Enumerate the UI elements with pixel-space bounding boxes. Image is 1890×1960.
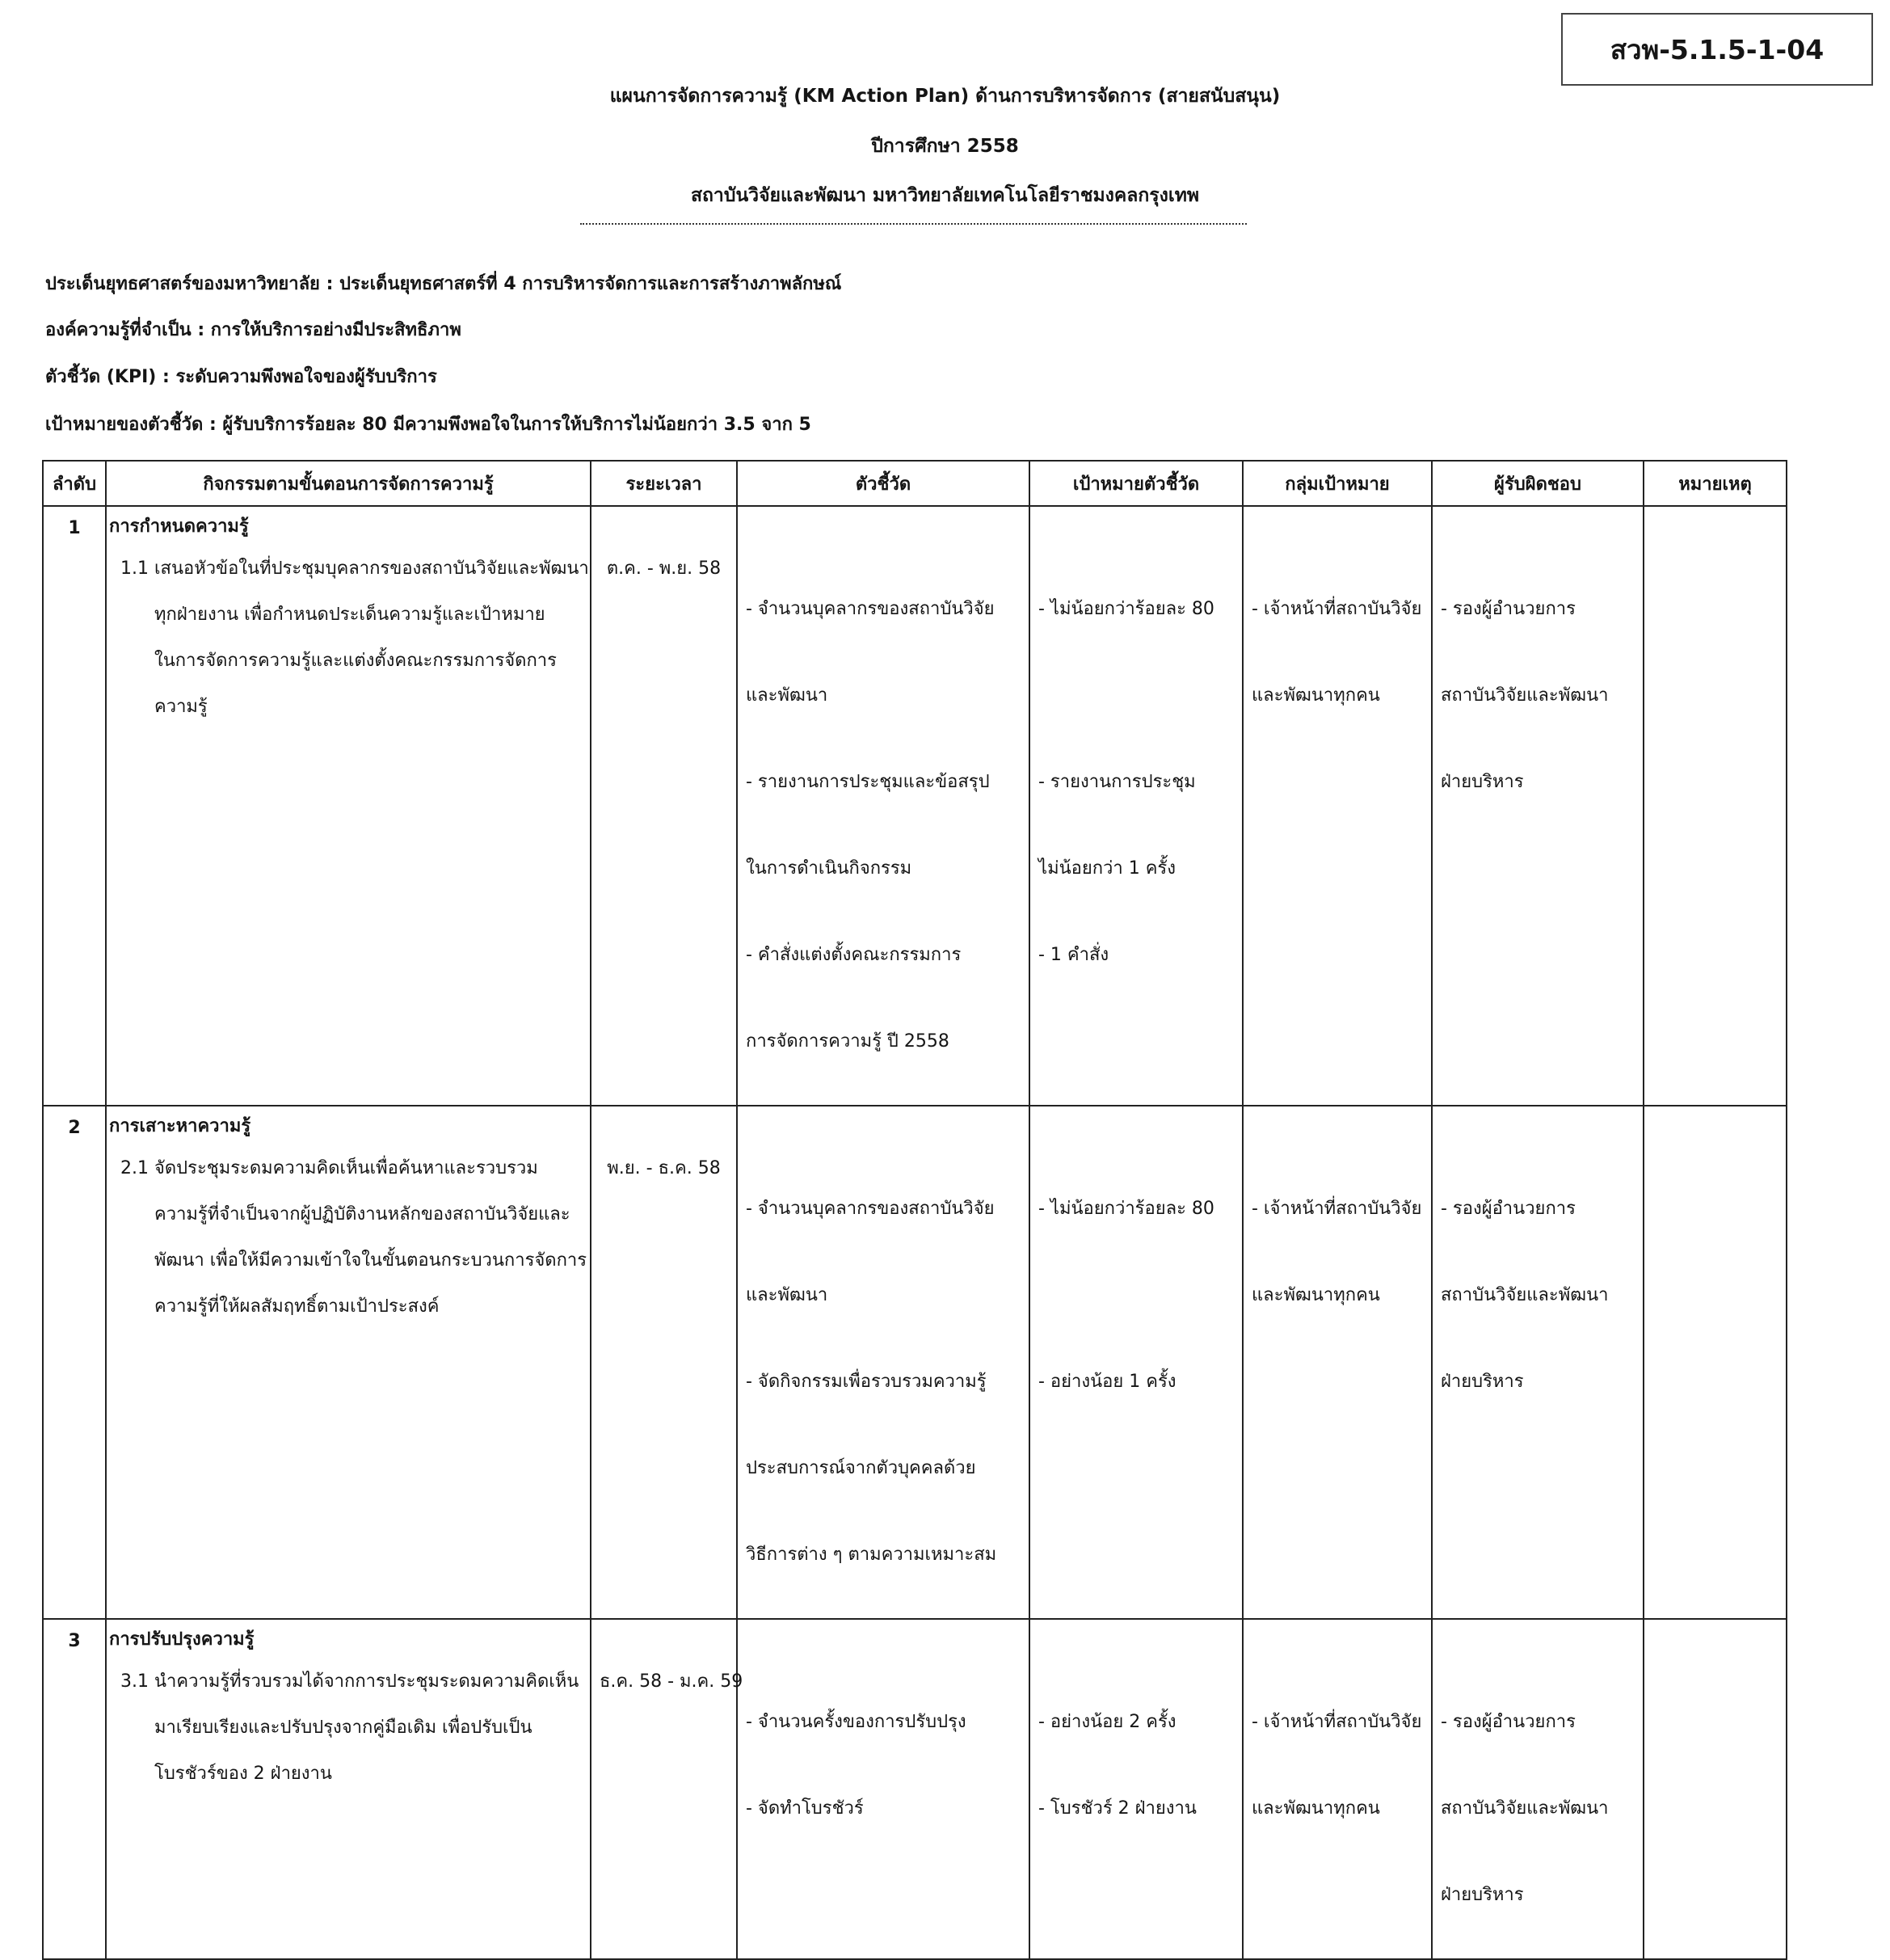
activity-line: มาเรียบเรียงและปรับปรุงจากคู่มือเดิม เพื่อปรับเป็น — [154, 1718, 532, 1738]
target-group-cell — [1243, 1619, 1432, 1959]
owner-line: สถาบันวิจัยและพัฒนา — [1441, 1798, 1609, 1819]
col-header-period: ระยะเวลา — [591, 461, 737, 506]
indicator-line: ในการดำเนินกิจกรรม — [746, 858, 912, 879]
period-cell — [591, 1106, 737, 1619]
indicator-cell — [737, 506, 1029, 1106]
col-header-target: เป้าหมายตัวชี้วัด — [1029, 461, 1243, 506]
indicator-line: และพัฒนา — [746, 1285, 828, 1305]
note-cell — [1644, 1106, 1787, 1619]
col-header-note: หมายเหตุ — [1644, 461, 1787, 506]
note-cell — [1644, 1619, 1787, 1959]
target-line — [1038, 1272, 1234, 1318]
row-number: 1 — [43, 506, 106, 1106]
indicator-line: - รายงานการประชุมและข้อสรุป — [746, 772, 990, 792]
activity-line: จัดประชุมระดมความคิดเห็นเพื่อค้นหาและรวบรวม — [154, 1158, 538, 1178]
activity-line: ทุกฝ่ายงาน เพื่อกำหนดประเด็นความรู้และเป้าหมาย — [154, 605, 545, 625]
target-group-line: และพัฒนาทุกคน — [1252, 1798, 1380, 1819]
indicator-cell — [737, 1619, 1029, 1959]
activity-cell — [106, 506, 591, 1106]
owner-line: ฝ่ายบริหาร — [1441, 1885, 1524, 1905]
academic-year: ปีการศึกษา 2558 — [871, 136, 1019, 157]
period-cell — [591, 1619, 743, 1959]
target-line: - โบรชัวร์ 2 ฝ่ายงาน — [1038, 1798, 1197, 1819]
target-group-line: และพัฒนาทุกคน — [1252, 685, 1380, 706]
target-line: - 1 คำสั่ง — [1038, 945, 1109, 965]
owner-cell — [1432, 1106, 1644, 1619]
target-group-line: และพัฒนาทุกคน — [1252, 1285, 1380, 1305]
title-underline — [580, 223, 1247, 225]
target-cell — [1029, 1106, 1243, 1619]
owner-line: สถาบันวิจัยและพัฒนา — [1441, 1285, 1609, 1305]
step-heading: การปรับปรุงความรู้ — [109, 1629, 255, 1650]
target-line: - ไม่น้อยกว่าร้อยละ 80 — [1038, 599, 1214, 619]
indicator-line: และพัฒนา — [746, 685, 828, 706]
target-line: - ไม่น้อยกว่าร้อยละ 80 — [1038, 1199, 1214, 1219]
target-line — [1038, 672, 1234, 719]
table-row — [43, 506, 1787, 1106]
document-code-box — [1561, 13, 1873, 86]
indicator-line: - จำนวนครั้งของการปรับปรุง — [746, 1712, 966, 1732]
owner-line: ฝ่ายบริหาร — [1441, 772, 1524, 792]
indicator-line: - คำสั่งแต่งตั้งคณะกรรมการ — [746, 945, 962, 965]
step-heading: การกำหนดความรู้ — [109, 516, 249, 537]
target-group-cell — [1243, 506, 1432, 1106]
table-row — [43, 1106, 1787, 1619]
target-line: ไม่น้อยกว่า 1 ครั้ง — [1038, 858, 1176, 879]
target-line: - รายงานการประชุม — [1038, 772, 1196, 792]
activity-line: ความรู้ — [154, 697, 208, 717]
note-cell — [1644, 506, 1787, 1106]
target-cell — [1029, 1619, 1243, 1959]
col-header-order: ลำดับ — [43, 461, 106, 506]
period: พ.ย. - ธ.ค. 58 — [607, 1158, 721, 1178]
period: ธ.ค. 58 - ม.ค. 59 — [600, 1671, 743, 1692]
col-header-target-group: กลุ่มเป้าหมาย — [1243, 461, 1432, 506]
activity-line: ความรู้ที่จำเป็นจากผู้ปฏิบัติงานหลักของสถาบันวิจัยและ — [154, 1204, 570, 1224]
item-number: 2.1 — [120, 1158, 149, 1178]
owner-line: - รองผู้อำนวยการ — [1441, 599, 1576, 619]
target-line: - อย่างน้อย 2 ครั้ง — [1038, 1712, 1177, 1732]
owner-line: - รองผู้อำนวยการ — [1441, 1712, 1576, 1732]
target-group-cell — [1243, 1106, 1432, 1619]
target-line: - อย่างน้อย 1 ครั้ง — [1038, 1372, 1177, 1392]
indicator-line: ประสบการณ์จากตัวบุคคลด้วย — [746, 1458, 976, 1478]
km-action-plan-table — [42, 460, 1787, 1960]
owner-cell — [1432, 506, 1644, 1106]
col-header-owner: ผู้รับผิดชอบ — [1432, 461, 1644, 506]
item-number: 3.1 — [120, 1671, 149, 1692]
strategy-issue: ประเด็นยุทธศาสตร์ของมหาวิทยาลัย : ประเด็นยุทธศาสตร์ที่ 4 การบริหารจัดการและการสร้างภาพลักษณ์ — [45, 274, 842, 294]
period: ต.ค. - พ.ย. 58 — [606, 558, 722, 579]
kpi: ตัวชี้วัด (KPI) : ระดับความพึงพอใจของผู้รับบริการ — [45, 367, 437, 387]
target-group-line: - เจ้าหน้าที่สถาบันวิจัย — [1252, 1712, 1422, 1732]
owner-line: - รองผู้อำนวยการ — [1441, 1199, 1576, 1219]
activity-cell — [106, 1106, 591, 1619]
activity-cell — [106, 1619, 591, 1959]
indicator-line: - จำนวนบุคลากรของสถาบันวิจัย — [746, 1199, 995, 1219]
period-cell — [591, 506, 737, 1106]
step-heading: การเสาะหาความรู้ — [109, 1116, 251, 1136]
activity-line: ความรู้ที่ให้ผลสัมฤทธิ์ตามเป้าประสงค์ — [154, 1296, 440, 1317]
owner-line: สถาบันวิจัยและพัฒนา — [1441, 685, 1609, 706]
col-header-indicator: ตัวชี้วัด — [737, 461, 1029, 506]
item-number: 1.1 — [120, 558, 149, 579]
activity-line: เสนอหัวข้อในที่ประชุมบุคลากรของสถาบันวิจัยและพัฒนา — [154, 558, 589, 579]
target-group-line: - เจ้าหน้าที่สถาบันวิจัย — [1252, 599, 1422, 619]
institute-name: สถาบันวิจัยและพัฒนา มหาวิทยาลัยเทคโนโลยีราชมงคลกรุงเทพ — [690, 185, 1200, 206]
col-header-activity: กิจกรรมตามขั้นตอนการจัดการความรู้ — [106, 461, 591, 506]
required-knowledge: องค์ความรู้ที่จำเป็น : การให้บริการอย่างมีประสิทธิภาพ — [45, 320, 461, 340]
row-number: 3 — [43, 1619, 106, 1959]
indicator-cell — [737, 1106, 1029, 1619]
activity-line: นำความรู้ที่รวบรวมได้จากการประชุมระดมความคิดเห็น — [154, 1671, 579, 1692]
indicator-line: การจัดการความรู้ ปี 2558 — [746, 1031, 949, 1052]
target-cell — [1029, 506, 1243, 1106]
table-row — [43, 1619, 1787, 1959]
document-code: สวพ-5.1.5-1-04 — [1610, 33, 1825, 65]
activity-line: พัฒนา เพื่อให้มีความเข้าใจในขั้นตอนกระบวนการจัดการ — [154, 1250, 587, 1271]
kpi-target: เป้าหมายของตัวชี้วัด : ผู้รับบริการร้อยละ 80 มีความพึงพอใจในการให้บริการไม่น้อยกว่า 3.5 จาก 5 — [45, 415, 811, 435]
target-group-line: - เจ้าหน้าที่สถาบันวิจัย — [1252, 1199, 1422, 1219]
indicator-line: - จัดกิจกรรมเพื่อรวบรวมความรู้ — [746, 1372, 987, 1392]
owner-line: ฝ่ายบริหาร — [1441, 1372, 1524, 1392]
indicator-line: - จำนวนบุคลากรของสถาบันวิจัย — [746, 599, 995, 619]
table-header-row — [43, 461, 1787, 506]
indicator-line: - จัดทำโบรชัวร์ — [746, 1798, 864, 1819]
indicator-line: วิธีการต่าง ๆ ตามความเหมาะสม — [746, 1545, 997, 1565]
plan-title: แผนการจัดการความรู้ (KM Action Plan) ด้านการบริหารจัดการ (สายสนับสนุน) — [609, 86, 1281, 107]
owner-cell — [1432, 1619, 1644, 1959]
activity-line: ในการจัดการความรู้และแต่งตั้งคณะกรรมการจัดการ — [154, 651, 557, 671]
row-number: 2 — [43, 1106, 106, 1619]
activity-line: โบรชัวร์ของ 2 ฝ่ายงาน — [154, 1764, 332, 1784]
